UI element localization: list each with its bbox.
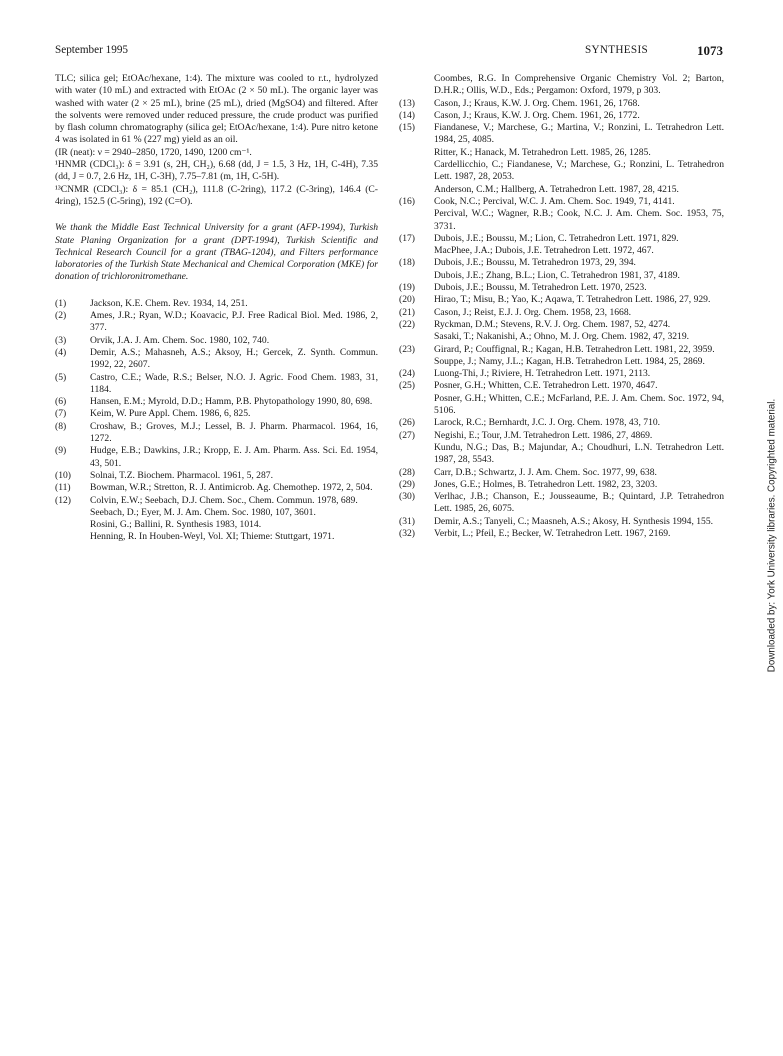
reference-number: (30) bbox=[399, 491, 415, 503]
reference-text: Cason, J.; Kraus, K.W. J. Org. Chem. 1961, 26, 1772. bbox=[434, 109, 640, 121]
acknowledgement: We thank the Middle East Technical University for a grant (AFP-1994), Turkish State Planing Organization for a grant (DPT-1994), Turkish Scientific and Technical Research Council for a grant (TBAG-1204), and Filters performance laboratories of the Turkish State Mechanical and Chemical Corporation (MKE) for donation of trichloronitromethane. bbox=[55, 222, 378, 283]
reference-number: (14) bbox=[399, 109, 415, 121]
reference-number: (20) bbox=[399, 294, 415, 306]
left-column bbox=[55, 73, 378, 544]
reference-number: (5) bbox=[55, 371, 67, 383]
reference-text: Cason, J.; Kraus, K.W. J. Org. Chem. 1961, 26, 1768. bbox=[434, 97, 640, 109]
reference-text: Castro, C.E.; Wade, R.S.; Belser, N.O. J. Agric. Food Chem. 1983, 31, 1184. bbox=[90, 371, 378, 395]
reference-item bbox=[399, 233, 724, 245]
reference-number: (2) bbox=[55, 310, 67, 322]
reference-number: (29) bbox=[399, 478, 415, 490]
reference-item bbox=[55, 347, 378, 372]
reference-number: (18) bbox=[399, 257, 415, 269]
ir-data: (IR (neat): ν = 2940–2850, 1720, 1490, 1200 cm⁻¹. bbox=[55, 146, 252, 158]
reference-item bbox=[399, 491, 724, 516]
reference-item bbox=[55, 421, 378, 446]
reference-text: Cason, J.; Reist, E.J. J. Org. Chem. 1958, 23, 1668. bbox=[434, 306, 632, 318]
reference-number: (21) bbox=[399, 306, 415, 318]
reference-item bbox=[399, 98, 724, 110]
page-number: 1073 bbox=[697, 43, 723, 58]
reference-12-tail: Coombes, R.G. In Comprehensive Organic Chemistry Vol. 2; Barton, D.H.R.; Ollis, W.D., Eds.; Pergamon: Oxford, 1979, p 303. bbox=[434, 73, 724, 97]
reference-number: (32) bbox=[399, 527, 415, 539]
reference-item bbox=[399, 110, 724, 122]
reference-number: (16) bbox=[399, 195, 415, 207]
reference-item bbox=[55, 396, 378, 408]
reference-item bbox=[55, 482, 378, 494]
page-header bbox=[55, 44, 723, 60]
reference-continuation: Anderson, C.M.; Hallberg, A. Tetrahedron Lett. 1987, 28, 4215. bbox=[434, 183, 679, 195]
reference-item bbox=[55, 298, 378, 310]
reference-number: (13) bbox=[399, 97, 415, 109]
reference-continuation: Percival, W.C.; Wagner, R.B.; Cook, N.C. J. Am. Chem. Soc. 1953, 75, 3731. bbox=[434, 208, 724, 232]
reference-item bbox=[55, 335, 378, 347]
right-column bbox=[399, 73, 724, 540]
reference-item bbox=[399, 430, 724, 442]
reference-text: Carr, D.B.; Schwartz, J. J. Am. Chem. Soc. 1977, 99, 638. bbox=[434, 466, 657, 478]
reference-text: Luong-Thi, J.; Riviere, H. Tetrahedron Lett. 1971, 2113. bbox=[434, 368, 651, 380]
reference-number: (15) bbox=[399, 122, 415, 134]
reference-text: Fiandanese, V.; Marchese, G.; Martina, V.; Ronzini, L. Tetrahedron Lett. 1984, 25, 4085. bbox=[434, 122, 724, 146]
reference-number: (22) bbox=[399, 318, 415, 330]
reference-text: Verlhac, J.B.; Chanson, E.; Jousseaume, B.; Quintard, J.P. Tetrahedron Lett. 1985, 26, 6075. bbox=[434, 491, 724, 515]
reference-text: Negishi, E.; Tour, J.M. Tetrahedron Lett. 1986, 27, 4869. bbox=[434, 429, 653, 441]
reference-item bbox=[399, 196, 724, 208]
reference-number: (17) bbox=[399, 232, 415, 244]
reference-item bbox=[55, 310, 378, 335]
reference-item bbox=[55, 372, 378, 397]
reference-number: (1) bbox=[55, 297, 67, 309]
reference-text: Croshaw, B.; Groves, M.J.; Lessel, B. J. Pharm. Pharmacol. 1964, 16, 1272. bbox=[90, 420, 378, 445]
reference-text: Verbit, L.; Pfeil, E.; Becker, W. Tetrahedron Lett. 1967, 2169. bbox=[434, 527, 671, 539]
download-watermark bbox=[760, 380, 776, 700]
reference-item bbox=[399, 479, 724, 491]
reference-text: Ryckman, D.M.; Stevens, R.V. J. Org. Chem. 1987, 52, 4274. bbox=[434, 318, 671, 330]
reference-number: (11) bbox=[55, 482, 71, 494]
reference-number: (19) bbox=[399, 282, 415, 294]
issue-date: September 1995 bbox=[55, 44, 129, 56]
reference-continuation: Posner, G.H.; Whitten, C.E.; McFarland, P.E. J. Am. Chem. Soc. 1972, 94, 5106. bbox=[434, 392, 724, 417]
reference-text: Jones, G.E.; Holmes, B. Tetrahedron Lett. 1982, 23, 3203. bbox=[434, 478, 658, 490]
reference-number: (4) bbox=[55, 346, 67, 358]
reference-item bbox=[399, 294, 724, 306]
reference-text: Orvik, J.A. J. Am. Chem. Soc. 1980, 102, 740. bbox=[90, 334, 270, 346]
reference-text: Jackson, K.E. Chem. Rev. 1934, 14, 251. bbox=[90, 297, 248, 309]
cnmr-data: ¹³CNMR (CDCl₃): δ = 85.1 (CH₂), 111.8 (C-2ring), 117.2 (C-3ring), 146.4 (C-4ring), 152.5 (C-5ring), 192 (C=O). bbox=[55, 183, 378, 207]
reference-continuation: Sasaki, T.; Nakanishi, A.; Ohno, M. J. Org. Chem. 1982, 47, 3219. bbox=[434, 331, 690, 343]
reference-item bbox=[55, 408, 378, 420]
reference-number: (9) bbox=[55, 445, 67, 457]
reference-text: Girard, P.; Couffignal, R.; Kagan, H.B. Tetrahedron Lett. 1981, 22, 3959. bbox=[434, 343, 715, 355]
reference-number: (23) bbox=[399, 343, 415, 355]
reference-continuation: Souppe, J.; Namy, J.L.; Kagan, H.B. Tetrahedron Lett. 1984, 25, 2869. bbox=[434, 355, 705, 367]
reference-text: Dubois, J.E.; Boussu, M. Tetrahedron Lett. 1970, 2523. bbox=[434, 282, 647, 294]
reference-continuation: MacPhee, J.A.; Dubois, J.E. Tetrahedron Lett. 1972, 467. bbox=[434, 245, 654, 257]
reference-text: Demir, A.S.; Tanyeli, C.; Maasneh, A.S.; Akosy, H. Synthesis 1994, 155. bbox=[434, 515, 714, 527]
reference-item bbox=[399, 344, 724, 356]
reference-item bbox=[55, 470, 378, 482]
reference-number: (3) bbox=[55, 334, 67, 346]
reference-text: Dubois, J.E.; Boussu, M. Tetrahedron 1973, 29, 394. bbox=[434, 257, 636, 269]
reference-text: Dubois, J.E.; Boussu, M.; Lion, C. Tetrahedron Lett. 1971, 829. bbox=[434, 232, 679, 244]
reference-item bbox=[399, 257, 724, 269]
reference-number: (7) bbox=[55, 408, 67, 420]
reference-continuation: Rosini, G.; Ballini, R. Synthesis 1983, 1014. bbox=[90, 519, 262, 531]
reference-text: Cook, N.C.; Percival, W.C. J. Am. Chem. Soc. 1949, 71, 4141. bbox=[434, 195, 675, 207]
reference-number: (26) bbox=[399, 417, 415, 429]
reference-number: (8) bbox=[55, 420, 67, 432]
reference-item bbox=[399, 368, 724, 380]
reference-continuation: Dubois, J.E.; Zhang, B.L.; Lion, C. Tetrahedron 1981, 37, 4189. bbox=[434, 269, 680, 281]
reference-number: (12) bbox=[55, 494, 71, 506]
reference-text: Colvin, E.W.; Seebach, D.J. Chem. Soc., Chem. Commun. 1978, 689. bbox=[90, 494, 358, 506]
reference-item bbox=[399, 380, 724, 392]
hnmr-data: ¹HNMR (CDCl₃): δ = 3.91 (s, 2H, CH₂), 6.68 (dd, J = 1.5, 3 Hz, 1H, C-4H), 7.35 (dd, J = 0.7, 2.6 Hz, 1H, C-3H), 7.75–7.81 (m, 1H, C-5H). bbox=[55, 159, 378, 183]
reference-text: Solnai, T.Z. Biochem. Pharmacol. 1961, 5, 287. bbox=[90, 469, 273, 481]
reference-list-left bbox=[55, 298, 378, 507]
reference-text: Bowman, W.R.; Stretton, R. J. Antimicrob. Ag. Chemothep. 1972, 2, 504. bbox=[90, 482, 373, 494]
download-watermark-text: Downloaded by: York University libraries. Copyrighted material. bbox=[766, 398, 778, 673]
reference-text: Keim, W. Pure Appl. Chem. 1986, 6, 825. bbox=[90, 408, 251, 420]
reference-item bbox=[399, 467, 724, 479]
reference-item bbox=[399, 122, 724, 147]
reference-number: (31) bbox=[399, 515, 415, 527]
reference-item bbox=[399, 319, 724, 331]
journal-name: SYNTHESIS bbox=[585, 44, 648, 56]
reference-number: (28) bbox=[399, 466, 415, 478]
reference-item bbox=[399, 417, 724, 429]
reference-item bbox=[399, 528, 724, 540]
reference-text: Demir, A.S.; Mahasneh, A.S.; Aksoy, H.; Gercek, Z. Synth. Commun. 1992, 22, 2607. bbox=[90, 346, 378, 371]
reference-text: Hudge, E.B.; Dawkins, J.R.; Kropp, E. J. Am. Pharm. Ass. Sci. Ed. 1954, 43, 501. bbox=[90, 445, 378, 469]
reference-12-continuation bbox=[55, 507, 378, 544]
reference-continuation: Cardellicchio, C.; Fiandanese, V.; Marchese, G.; Ronzini, L. Tetrahedron Lett. 1987, 28, 2053. bbox=[434, 159, 724, 183]
experimental-procedure: TLC; silica gel; EtOAc/hexane, 1:4). The mixture was cooled to r.t., hydrolyzed with water (10 mL) and extracted with EtOAc (2 × 50 mL). The organic layer was washed with water (2 × 25 mL), brine (25 mL), dried (MgSO4) and filtered. After the solvents were removed under reduced pressure, the crude product was purified by flash column chromatography (silica gel; EtOAc/hexane, 1:4). Pure nitro ketone 4 was isolated in 61 % (227 mg) yield as an oil. bbox=[55, 73, 378, 146]
reference-number: (24) bbox=[399, 368, 415, 380]
reference-number: (10) bbox=[55, 469, 71, 481]
reference-text: Hansen, E.M.; Myrold, D.D.; Hamm, P.B. Phytopathology 1990, 80, 698. bbox=[90, 396, 373, 408]
reference-list-right bbox=[399, 98, 724, 541]
reference-item bbox=[399, 282, 724, 294]
reference-item bbox=[399, 516, 724, 528]
reference-text: Larock, R.C.; Bernhardt, J.C. J. Org. Chem. 1978, 43, 710. bbox=[434, 417, 661, 429]
reference-number: (6) bbox=[55, 396, 67, 408]
reference-continuation: Seebach, D.; Eyer, M. J. Am. Chem. Soc. 1980, 107, 3601. bbox=[90, 506, 316, 518]
reference-continuation: Ritter, K.; Hanack, M. Tetrahedron Lett. 1985, 26, 1285. bbox=[434, 146, 651, 158]
reference-number: (25) bbox=[399, 380, 415, 392]
reference-text: Ames, J.R.; Ryan, W.D.; Koavacic, P.J. Free Radical Biol. Med. 1986, 2, 377. bbox=[90, 310, 378, 334]
reference-text: Posner, G.H.; Whitten, C.E. Tetrahedron Lett. 1970, 4647. bbox=[434, 380, 658, 392]
reference-number: (27) bbox=[399, 429, 415, 441]
reference-text: Hirao, T.; Misu, B.; Yao, K.; Aqawa, T. Tetrahedron Lett. 1986, 27, 929. bbox=[434, 294, 711, 306]
reference-continuation: Kundu, N.G.; Das, B.; Majundar, A.; Choudhuri, L.N. Tetrahedron Lett. 1987, 28, 5543. bbox=[434, 441, 724, 466]
reference-item bbox=[55, 495, 378, 507]
reference-item bbox=[399, 307, 724, 319]
reference-item bbox=[55, 445, 378, 470]
reference-continuation: Henning, R. In Houben-Weyl, Vol. XI; Thieme: Stuttgart, 1971. bbox=[90, 531, 335, 543]
